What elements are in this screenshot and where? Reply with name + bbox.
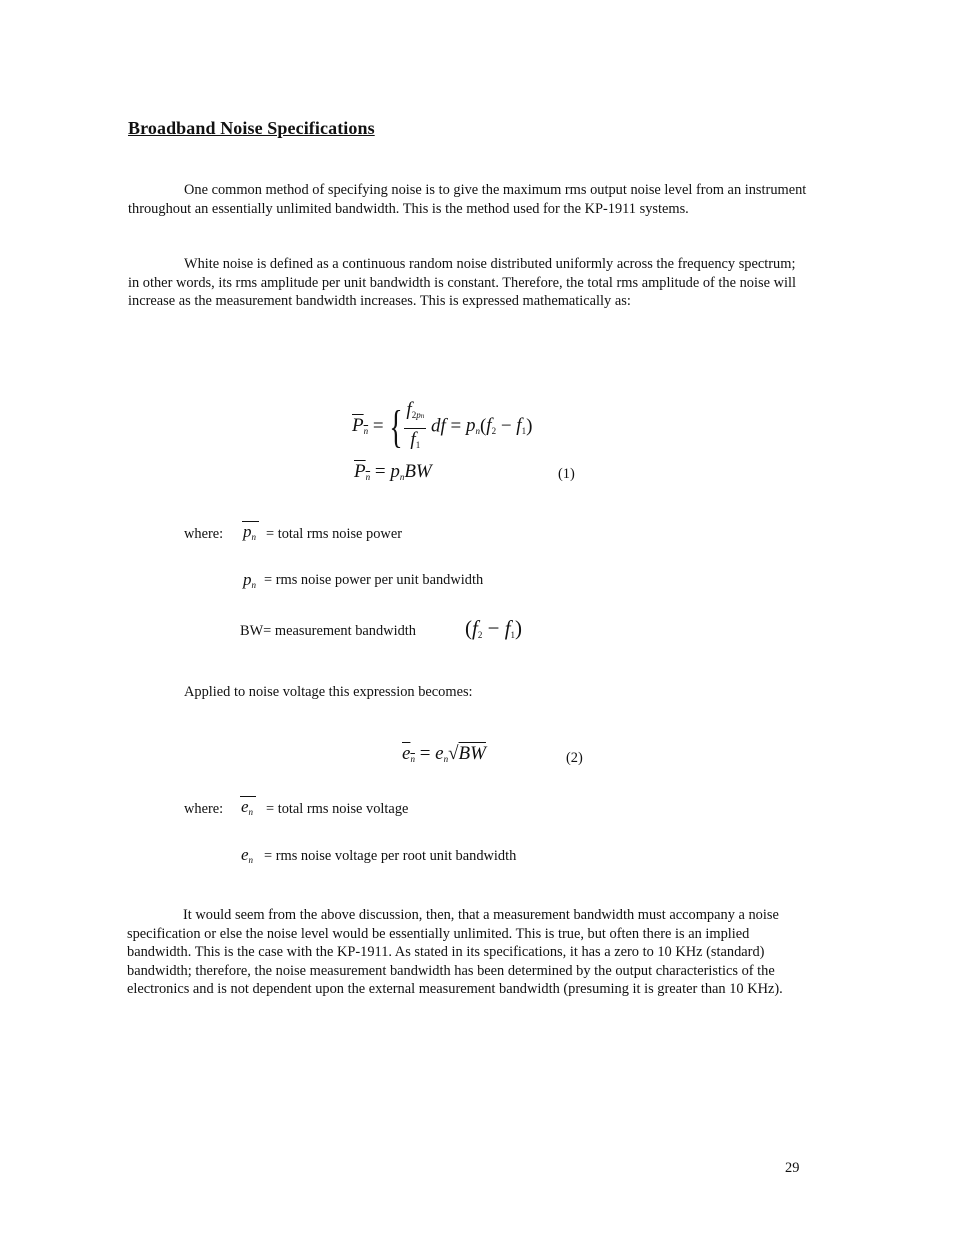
where-label-2: where: [184, 801, 224, 817]
symbol-en-unit: en [241, 845, 254, 865]
definition-noise-power-per-bandwidth: = rms noise power per unit bandwidth [264, 572, 484, 588]
equation-1-result: Pn = pnBW [354, 461, 432, 482]
equation-1-integral: Pn = { $\frac{f_{2pn}}{f_1}$ df = $pn(f_2 - f_1)$ [352, 398, 532, 456]
paragraph-applied: Applied to noise voltage this expression becomes: [184, 684, 473, 700]
paragraph-intro: One common method of specifying noise is to give the maximum rms output noise level from an instrument throughout an essentially unlimited bandwidth. This is the method used for the KP-1911 systems. [128, 182, 807, 217]
symbol-pn-unit: pn [243, 570, 256, 590]
symbol-en-total: en [241, 797, 254, 817]
equation-1-number: (1) [558, 466, 575, 482]
equation-2-number: (2) [566, 750, 583, 766]
paragraph-white-noise: White noise is defined as a continuous random noise distributed uniformly across the frequency spectrum; in other words, its rms amplitude per unit bandwidth is constant. Therefore, the total rms amplitude of the noise will increase as the measurement bandwidth increases. This is expressed mathematically as: [128, 256, 796, 310]
page-number: 29 [785, 1160, 800, 1176]
section-heading: Broadband Noise Specifications [128, 118, 375, 138]
definition-noise-voltage-per-root-bandwidth: = rms noise voltage per root unit bandwidth [264, 848, 517, 864]
fraction: $\frac{f_{2pn}}{f_1}$ [406, 399, 425, 450]
definition-total-noise-voltage: = total rms noise voltage [266, 801, 409, 817]
definition-total-noise-power: = total rms noise power [266, 526, 403, 542]
symbol-pn-total: pn [243, 522, 256, 542]
equation-2: en = en√BW [402, 743, 486, 764]
paragraph-conclusion: It would seem from the above discussion, then, that a measurement bandwidth must accompany a noise specification or else the noise level would be essentially unlimited. This is true, but often there is an implied bandwidth. This is the case with the KP-1911. As stated in its specifications, it has a zero to 10 KHz (standard) bandwidth; therefore, the noise measurement bandwidth has been determined by the output characteristics of the electronics and is not dependent upon the external measurement bandwidth (presuming it is greater than 10 KHz). [127, 907, 783, 998]
where-label-1: where: [184, 526, 224, 542]
symbol-pn-bar: Pn [352, 415, 369, 437]
expression-bandwidth: $(f_2 - f_1)$ [465, 616, 523, 640]
definition-bandwidth: BW= measurement bandwidth [240, 623, 416, 639]
